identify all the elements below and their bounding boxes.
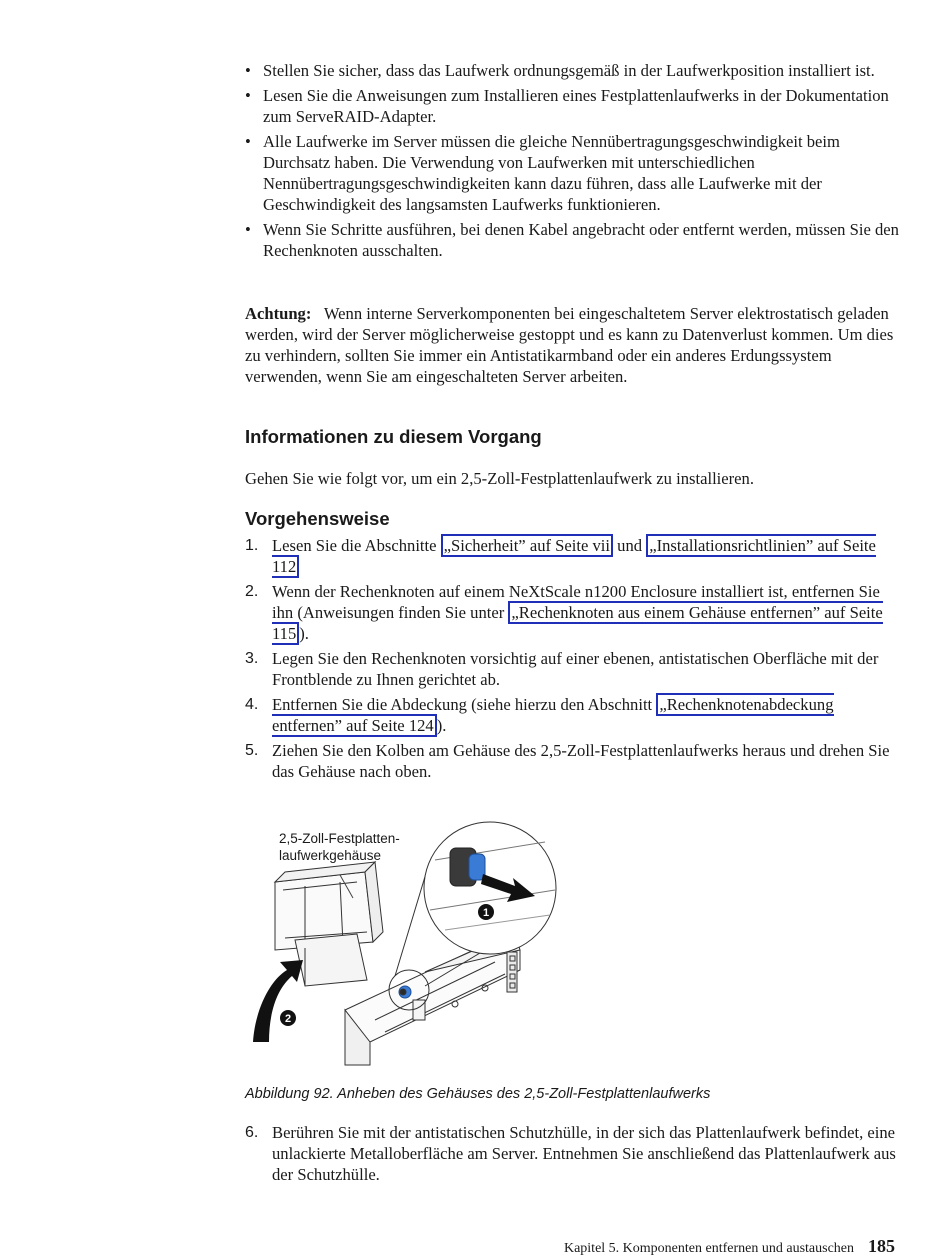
- link-remove-node[interactable]: „Rechenknoten aus einem Gehäuse entfernen” auf Seite 115: [272, 603, 883, 643]
- bullet-item: • Lesen Sie die Anweisungen zum Installieren eines Festplattenlaufwerks in der Dokumentation zum ServeRAID-Adapter.: [245, 86, 889, 126]
- step-2: 2. Wenn der Rechenknoten auf einem NeXtScale n1200 Enclosure installiert ist, entfernen Sie ihn (Anweisungen finden Sie unter „Rechenknoten aus einem Gehäuse entfernen” auf Seite 115 ).: [245, 582, 883, 643]
- figure-part-label: 2,5-Zoll-Festplatten- laufwerkgehäuse: [279, 831, 400, 863]
- link-safety[interactable]: „Sicherheit” auf Seite vii: [441, 534, 613, 557]
- rotate-arrow-icon: [253, 960, 303, 1042]
- attention-text: Wenn interne Serverkomponenten bei eingeschaltetem Server elektrostatisch geladen werden, wird der Server möglicherweise gestoppt und es kann zu Datenverlust kommen. Um dies zu verhindern, sollten Sie immer ein Antistatikarmband oder ein anderes Erdungssystem verwenden, wenn Sie am eingeschalteten Server arbeiten.: [245, 304, 894, 386]
- bullet-item: • Wenn Sie Schritte ausführen, bei denen Kabel angebracht oder entfernt werden, müssen Sie den Rechenknoten ausschalten.: [245, 220, 899, 260]
- step-6: 6. Berühren Sie mit der antistatischen Schutzhülle, in der sich das Plattenlaufwerk befindet, eine unlackierte Metalloberfläche am Server. Entnehmen Sie anschließend das Plattenlaufwerk aus der Schutzhülle.: [245, 1123, 896, 1184]
- bullet-marker: •: [245, 86, 251, 105]
- step-number: 1.: [245, 537, 259, 554]
- step-number: 4.: [245, 696, 259, 713]
- prerequisite-list: [245, 60, 900, 265]
- step-3: 3. Legen Sie den Rechenknoten vorsichtig auf einer ebenen, antistatischen Oberfläche mit der Frontblende zu Ihnen gerichtet ab.: [245, 649, 879, 689]
- link-installation-guidelines[interactable]: „Installationsrichtlinien” auf Seite 112: [272, 536, 876, 576]
- link-remove-cover[interactable]: „Rechenknotenabdeckung entfernen” auf Seite 124: [272, 695, 834, 735]
- attention-label: Achtung:: [245, 304, 312, 323]
- bullet-item: • Alle Laufwerke im Server müssen die gleiche Nennübertragungsgeschwindigkeit beim Durchsatz haben. Die Verwendung von Laufwerken mit unterschiedlichen Nennübertragungsgeschwindigkeiten kann dazu führen, dass alle Laufwerke mit der Geschwindigkeit des langsamsten Laufwerks funktionieren.: [245, 132, 840, 214]
- bullet-marker: •: [245, 132, 251, 151]
- chapter-title: Kapitel 5. Komponenten entfernen und austauschen: [563, 1241, 854, 1256]
- page-number: 185: [868, 1236, 895, 1256]
- section-intro-text: Gehen Sie wie folgt vor, um ein 2,5-Zoll-Festplattenlaufwerk zu installieren.: [245, 469, 754, 488]
- step-4: 4. Entfernen Sie die Abdeckung (siehe hierzu den Abschnitt „Rechenknotenabdeckung entfernen” auf Seite 124 ).: [245, 695, 834, 735]
- section-heading-info: Informationen zu diesem Vorgang: [245, 426, 542, 447]
- step-number: 5.: [245, 742, 259, 759]
- bullet-item: • Stellen Sie sicher, dass das Laufwerk ordnungsgemäß in der Laufwerkposition installiert ist.: [245, 61, 875, 80]
- callout-2-label: 2: [284, 1013, 292, 1025]
- procedure-steps-continued: [245, 1122, 900, 1185]
- attention-notice: [245, 303, 900, 387]
- step-number: 2.: [245, 583, 259, 600]
- figure-caption: Abbildung 92. Anheben des Gehäuses des 2,5-Zoll-Festplattenlaufwerks: [245, 1086, 711, 1102]
- step-1: 1. Lesen Sie die Abschnitte „Sicherheit” auf Seite vii und „Installationsrichtlinien” auf Seite 112: [245, 536, 876, 576]
- zoom-detail-circle: [424, 822, 556, 954]
- procedure-steps: [245, 535, 900, 786]
- callout-1-label: 1: [482, 907, 490, 919]
- step-number: 6.: [245, 1124, 259, 1141]
- bullet-marker: •: [245, 220, 251, 239]
- page-footer: [564, 1236, 895, 1257]
- step-number: 3.: [245, 650, 259, 667]
- section-heading-procedure: Vorgehensweise: [245, 508, 390, 529]
- bullet-marker: •: [245, 61, 251, 80]
- step-5: 5. Ziehen Sie den Kolben am Gehäuse des 2,5-Zoll-Festplattenlaufwerks heraus und drehen Sie das Gehäuse nach oben.: [245, 741, 890, 781]
